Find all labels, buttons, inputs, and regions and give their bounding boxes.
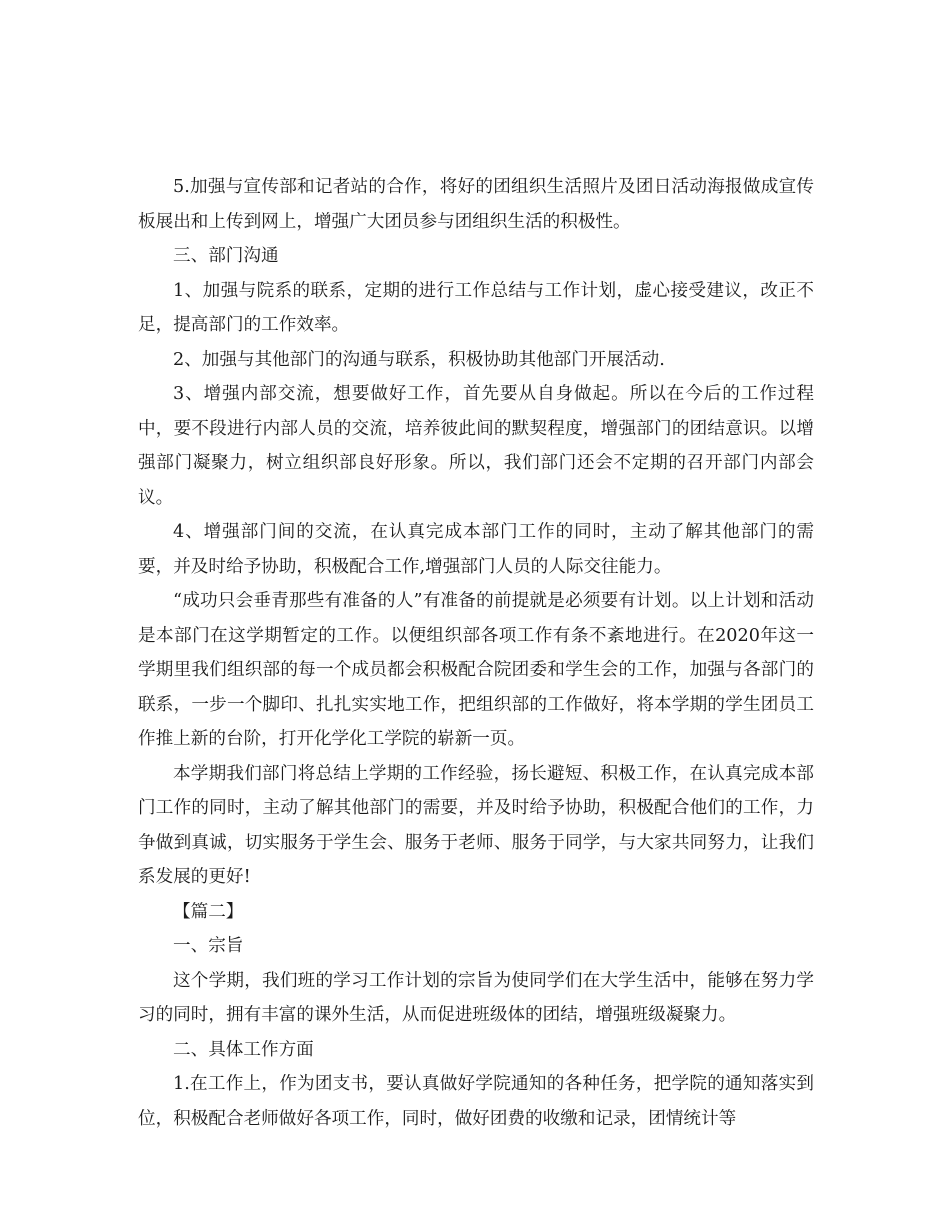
section-heading-purpose: 一、宗旨 (173, 936, 244, 956)
paragraph-semester-summary: 本学期我们部门将总结上学期的工作经验，扬长避短、积极工作，在认真完成本部门工作的同时，主动了解其他部门的需要，并及时给予协助，积极配合他们的工作，力争做到真诚，切实服务于学生会、服务于老师、服务于同学，与大家共同努力，让我们系发展的更好! (138, 763, 814, 887)
paragraph-success-quote: “成功只会垂青那些有准备的人”有准备的前提就是必须要有计划。以上计划和活动是本部门在这学期暂定的工作。以便组织部各项工作有条不紊地进行。在2020年这一学期里我们组织部的每一个成员都会积极配合院团委和学生会的工作，加强与各部门的联系，一步一个脚印、扎扎实实地工作，把组织部的工作做好，将本学期的学生团员工作推上新的台阶，打开化学化工学院的崭新一页。 (138, 591, 814, 749)
paragraph-item-2: 2、加强与其他部门的沟通与联系，积极协助其他部门开展活动. (173, 349, 665, 370)
paragraph-item-4: 4、增强部门间的交流，在认真完成本部门工作的同时，主动了解其他部门的需要，并及时给予协助，积极配合工作,增强部门人员的人际交往能力。 (138, 522, 814, 577)
section-heading-specific-work: 二、具体工作方面 (173, 1039, 314, 1060)
paragraph-purpose-body: 这个学期，我们班的学习工作计划的宗旨为使同学们在大学生活中，能够在努力学习的同时，拥有丰富的课外生活，从而促进班级体的团结，增强班级凝聚力。 (138, 970, 814, 1025)
section-heading-department-communication: 三、部门沟通 (173, 246, 279, 266)
document-page (138, 170, 814, 1136)
paragraph-work-item-1: 1.在工作上，作为团支书，要认真做好学院通知的各种任务，把学院的通知落实到位，积极配合老师做好各项工作，同时，做好团费的收缴和记录，团情统计等 (138, 1074, 814, 1129)
paragraph-item-5: 5.加强与宣传部和记者站的合作，将好的团组织生活照片及团日活动海报做成宣传板展出和上传到网上，增强广大团员参与团组织生活的积极性。 (138, 177, 814, 232)
section-heading-part-two: 【篇二】 (173, 901, 244, 922)
paragraph-item-3: 3、增强内部交流，想要做好工作，首先要从自身做起。所以在今后的工作过程中，要不段进行内部人员的交流，培养彼此间的默契程度，增强部门的团结意识。以增强部门凝聚力，树立组织部良好形象。所以，我们部门还会不定期的召开部门内部会议。 (138, 384, 814, 508)
paragraph-item-1: 1、加强与院系的联系，定期的进行工作总结与工作计划，虚心接受建议，改正不足，提高部门的工作效率。 (138, 280, 814, 335)
